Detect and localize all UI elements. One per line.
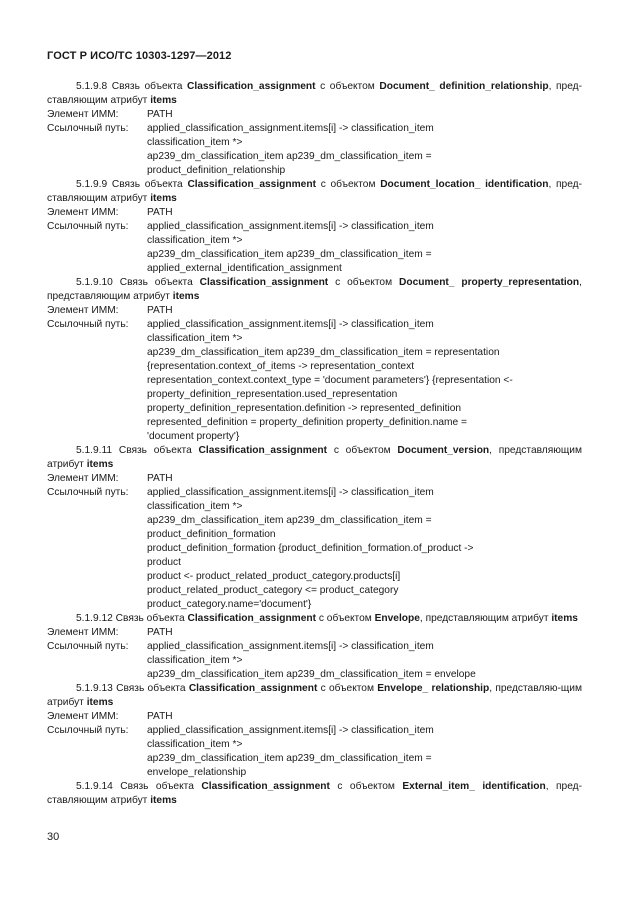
path-line: product_definition_formation {product_definition_formation.of_product ->: [147, 543, 474, 554]
attribute-name: items: [172, 291, 200, 302]
path-line: applied_classification_assignment.items[i] -> classification_item: [147, 725, 434, 736]
section-text: Связь объекта: [111, 81, 183, 92]
document-header: ГОСТ Р ИСО/ТС 10303-1297—2012: [47, 50, 232, 62]
section-heading: [47, 444, 582, 472]
target-entity-name: Document_location_ identification: [380, 179, 549, 190]
path-line: product_category.name='document'}: [147, 599, 312, 610]
path-row: [47, 724, 582, 780]
target-entity-name: Document_ definition_relationship: [379, 81, 549, 92]
section-number: 5.1.9.14: [76, 781, 113, 792]
target-entity-name: Envelope: [374, 613, 420, 624]
section-5-1-9-13: [47, 682, 582, 780]
path-line: applied_classification_assignment.items[i] -> classification_item: [147, 641, 434, 652]
element-row: [47, 472, 582, 486]
element-value: PATH: [147, 207, 173, 218]
path-line: classification_item *>: [147, 655, 243, 666]
section-text: , представляю-щим атрибут: [47, 683, 582, 708]
path-line: classification_item *>: [147, 235, 243, 246]
path-line: represented_definition = property_definition property_definition.name =: [147, 417, 467, 428]
entity-name: Classification_assignment: [198, 445, 328, 456]
element-label: Элемент ИММ:: [47, 627, 119, 638]
section-text: Связь объекта: [116, 683, 186, 694]
element-value: PATH: [147, 627, 173, 638]
path-row: [47, 220, 582, 276]
section-number: 5.1.9.9: [76, 179, 108, 190]
element-label: Элемент ИММ:: [47, 109, 119, 120]
path-lines: [147, 724, 582, 780]
path-line: representation_context.context_type = 'document parameters'} {representation <-: [147, 375, 513, 386]
path-lines: [147, 318, 582, 444]
path-line: product_related_product_category <= product_category: [147, 585, 399, 596]
section-number: 5.1.9.12: [76, 613, 113, 624]
path-lines: [147, 220, 582, 276]
path-line: ap239_dm_classification_item ap239_dm_classification_item =: [147, 753, 432, 764]
path-label: Ссылочный путь:: [47, 487, 129, 498]
section-text: с объектом: [335, 277, 393, 288]
section-5-1-9-9: [47, 178, 582, 276]
entity-name: Classification_assignment: [201, 781, 330, 792]
attribute-name: items: [150, 193, 177, 204]
section-5-1-9-10: [47, 276, 582, 444]
path-line: applied_classification_assignment.items[i] -> classification_item: [147, 319, 434, 330]
path-line: applied_classification_assignment.items[i] -> classification_item: [147, 221, 434, 232]
element-row: [47, 108, 582, 122]
entity-name: Classification_assignment: [187, 613, 317, 624]
path-line: product: [147, 557, 181, 568]
path-line: ap239_dm_classification_item ap239_dm_classification_item =: [147, 249, 432, 260]
page-number: 30: [47, 831, 60, 843]
section-heading: [47, 276, 582, 304]
section-text: , представляющим атрибут: [47, 445, 582, 470]
target-entity-name: Document_version: [397, 445, 490, 456]
document-body: [47, 80, 582, 808]
element-value: PATH: [147, 473, 173, 484]
section-text: Связь объекта: [115, 613, 185, 624]
section-5-1-9-14: [47, 780, 582, 808]
path-row: [47, 122, 582, 178]
section-text: с объектом: [318, 613, 372, 624]
element-row: [47, 710, 582, 724]
path-line: product_definition_relationship: [147, 165, 286, 176]
target-entity-name: External_item_ identification: [402, 781, 546, 792]
path-label: Ссылочный путь:: [47, 725, 129, 736]
section-number: 5.1.9.8: [76, 81, 108, 92]
path-label: Ссылочный путь:: [47, 641, 129, 652]
target-entity-name: Envelope_ relationship: [377, 683, 490, 694]
entity-name: Classification_assignment: [188, 683, 318, 694]
entity-name: Classification_assignment: [187, 81, 316, 92]
element-row: [47, 206, 582, 220]
path-label: Ссылочный путь:: [47, 319, 129, 330]
path-line: envelope_relationship: [147, 767, 247, 778]
section-text: Связь объекта: [118, 445, 192, 456]
section-heading: [47, 80, 582, 108]
element-value: PATH: [147, 305, 173, 316]
path-line: classification_item *>: [147, 501, 243, 512]
path-line: product_definition_formation: [147, 529, 276, 540]
path-line: applied_external_identification_assignment: [147, 263, 342, 274]
element-label: Элемент ИММ:: [47, 305, 119, 316]
section-text: , представляющим атрибут: [47, 277, 582, 302]
section-number: 5.1.9.11: [76, 445, 113, 456]
attribute-name: items: [150, 95, 177, 106]
section-text: , пред-ставляющим атрибут: [47, 781, 582, 806]
section-text: , представляющим атрибут: [419, 613, 549, 624]
section-text: с объектом: [333, 445, 391, 456]
path-row: [47, 318, 582, 444]
target-entity-name: Document_ property_representation: [399, 277, 580, 288]
section-heading: [47, 682, 582, 710]
attribute-name: items: [150, 795, 177, 806]
path-line: product <- product_related_product_category.products[i]: [147, 571, 401, 582]
section-number: 5.1.9.10: [76, 277, 113, 288]
path-line: applied_classification_assignment.items[i] -> classification_item: [147, 487, 434, 498]
path-line: ap239_dm_classification_item ap239_dm_classification_item =: [147, 151, 432, 162]
attribute-name: items: [551, 613, 578, 624]
section-number: 5.1.9.13: [76, 683, 113, 694]
path-line: classification_item *>: [147, 137, 243, 148]
section-5-1-9-11: [47, 444, 582, 612]
attribute-name: items: [86, 697, 114, 708]
path-line: property_definition_representation.definition -> represented_definition: [147, 403, 462, 414]
element-row: [47, 304, 582, 318]
entity-name: Classification_assignment: [199, 277, 329, 288]
path-row: [47, 486, 582, 612]
path-line: classification_item *>: [147, 333, 243, 344]
path-label: Ссылочный путь:: [47, 221, 129, 232]
path-line: 'document property'}: [147, 431, 240, 442]
section-text: с объектом: [320, 683, 374, 694]
section-5-1-9-8: [47, 80, 582, 178]
section-text: с объектом: [337, 781, 395, 792]
element-label: Элемент ИММ:: [47, 711, 119, 722]
path-lines: [147, 486, 582, 612]
element-row: [47, 626, 582, 640]
element-value: PATH: [147, 109, 173, 120]
section-text: , пред-ставляющим атрибут: [47, 179, 582, 204]
section-heading: [47, 780, 582, 808]
entity-name: Classification_assignment: [187, 179, 316, 190]
element-value: PATH: [147, 711, 173, 722]
section-text: с объектом: [320, 179, 376, 190]
section-text: , пред-ставляющим атрибут: [47, 81, 582, 106]
path-lines: [147, 640, 582, 682]
section-text: Связь объекта: [120, 781, 194, 792]
path-line: {representation.context_of_items -> representation_context: [147, 361, 415, 372]
path-label: Ссылочный путь:: [47, 123, 129, 134]
path-line: classification_item *>: [147, 739, 243, 750]
path-line: applied_classification_assignment.items[i] -> classification_item: [147, 123, 434, 134]
section-5-1-9-12: [47, 612, 582, 682]
section-text: с объектом: [320, 81, 375, 92]
section-text: Связь объекта: [119, 277, 193, 288]
element-label: Элемент ИММ:: [47, 473, 119, 484]
element-label: Элемент ИММ:: [47, 207, 119, 218]
section-heading: [47, 612, 582, 626]
path-lines: [147, 122, 582, 178]
section-heading: [47, 178, 582, 206]
path-line: ap239_dm_classification_item ap239_dm_classification_item = representation: [147, 347, 500, 358]
path-row: [47, 640, 582, 682]
path-line: ap239_dm_classification_item ap239_dm_classification_item = envelope: [147, 669, 476, 680]
attribute-name: items: [86, 459, 114, 470]
path-line: property_definition_representation.used_representation: [147, 389, 398, 400]
path-line: ap239_dm_classification_item ap239_dm_classification_item =: [147, 515, 432, 526]
section-text: Связь объекта: [111, 179, 183, 190]
